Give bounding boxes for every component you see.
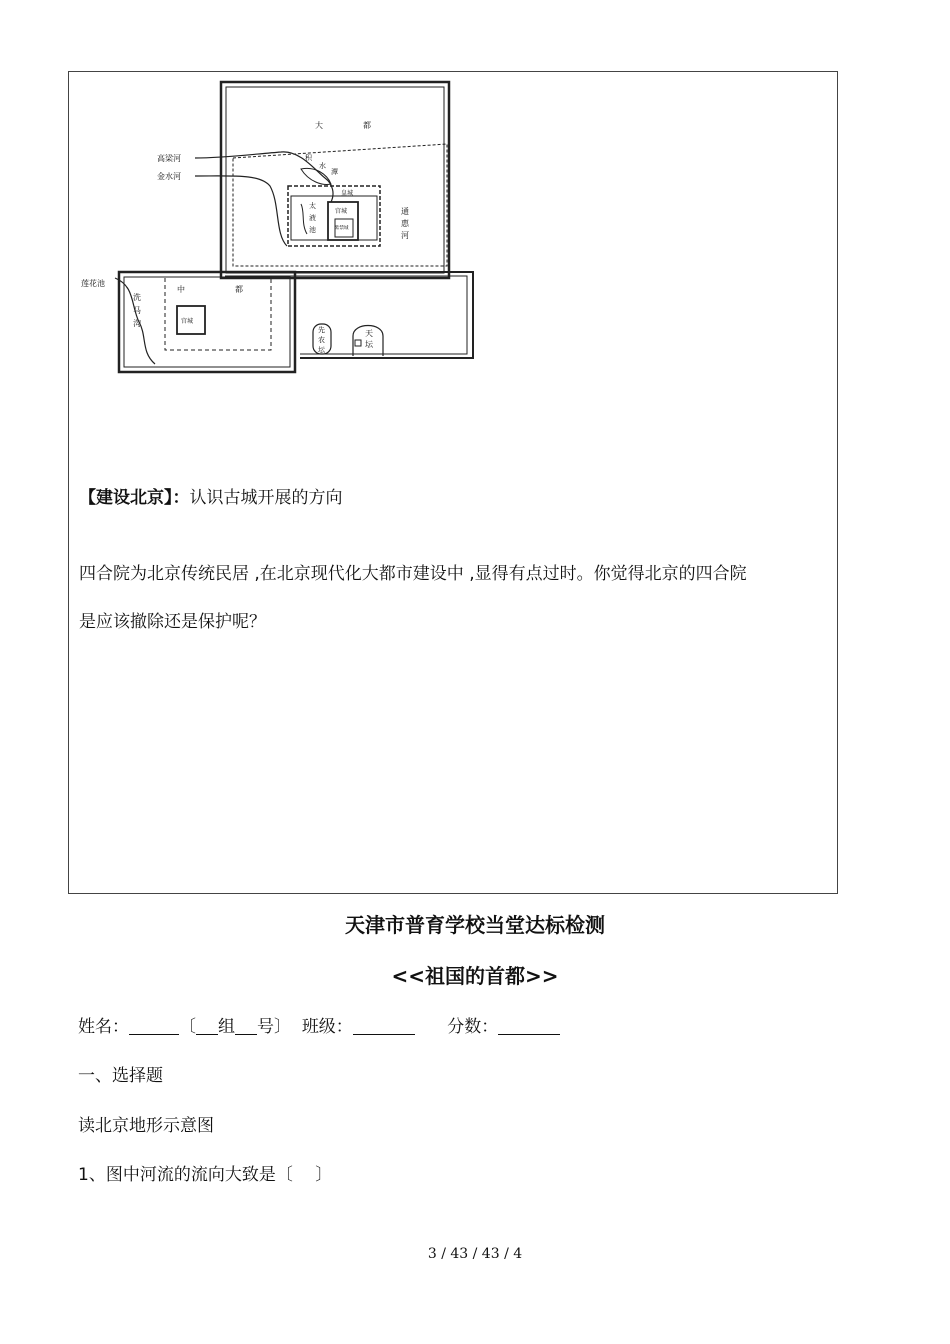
label-gongcheng: 宫城	[335, 208, 348, 215]
zhongdu-wall-inner	[124, 277, 290, 367]
paragraph-line-2: 是应该撤除还是保护呢？	[79, 612, 266, 632]
score-label: 分数：	[447, 1017, 499, 1037]
jishuitan-lake	[301, 168, 331, 184]
class-blank[interactable]	[353, 1018, 415, 1035]
label-jishui-1: 积	[305, 154, 312, 162]
label-jishui-2: 水	[319, 162, 326, 170]
label-jinshui: 金水河	[157, 172, 181, 181]
number-label: 号〕	[257, 1017, 291, 1037]
beijing-city-evolution-map	[81, 74, 485, 384]
label-taiye-3: 池	[309, 226, 316, 234]
label-jishui-3: 潭	[331, 168, 338, 176]
question-1: 1、图中河流的流向大致是〔 〕	[78, 1165, 333, 1185]
label-xima-1: 洗	[133, 293, 141, 302]
label-xima-2: 马	[133, 306, 141, 315]
label-tonghui-2: 惠	[401, 219, 409, 228]
score-blank[interactable]	[498, 1018, 560, 1035]
label-gaoliang: 高梁河	[157, 154, 181, 163]
gaoliang-river	[195, 152, 333, 202]
group-label: 组	[218, 1017, 235, 1037]
quiz-title: 天津市普育学校当堂达标检测	[345, 913, 605, 937]
label-xima-3: 沟	[133, 319, 141, 328]
label-xiannong-1: 先	[318, 326, 325, 334]
content-box	[68, 71, 838, 894]
quiz-subtitle: <<祖国的首都>>	[391, 964, 559, 988]
heading-colon: ：	[172, 488, 190, 508]
dadu-wall-inner	[226, 87, 444, 273]
label-tonghui-3: 河	[401, 231, 409, 240]
outer-city-wall-inner	[225, 276, 467, 354]
huangcheng-wall	[288, 186, 380, 246]
label-lianhua: 莲花池	[81, 279, 105, 288]
name-label: 姓名：	[78, 1017, 129, 1037]
jinshui-river	[195, 176, 287, 246]
heading-rest: 认识古城开展的方向	[189, 488, 343, 508]
label-huangcheng: 皇城	[341, 190, 354, 197]
label-tiantan-2: 坛	[365, 340, 373, 349]
heading-label: 【建设北京】	[79, 488, 173, 508]
zhongdu-wall	[119, 272, 295, 372]
dadu-wall	[221, 82, 449, 278]
group-open: 〔	[179, 1017, 196, 1037]
label-dadu-2: 都	[363, 121, 371, 130]
outer-city-wall	[221, 272, 473, 358]
label-dadu-1: 大	[315, 121, 323, 130]
group-blank[interactable]	[196, 1018, 218, 1035]
paragraph-line-1: 四合院为北京传统民居 ,在北京现代化大都市建设中 ,显得有点过时。你觉得北京的四合院	[79, 564, 747, 584]
tiantan-altar	[355, 340, 361, 346]
label-gongcheng2: 宫城	[181, 318, 194, 325]
label-tiantan-1: 天	[365, 329, 373, 338]
student-info-row	[78, 1012, 560, 1037]
number-blank[interactable]	[235, 1018, 257, 1035]
read-map-instruction: 读北京地形示意图	[78, 1116, 214, 1136]
label-zijin: 紫禁城	[335, 226, 349, 231]
page-number: 3 / 43 / 43 / 4	[427, 1246, 523, 1262]
label-zhongdu-1: 中	[177, 285, 185, 294]
label-xiannong-3: 坛	[318, 346, 325, 354]
class-label: 班级：	[301, 1017, 353, 1037]
label-zhongdu-2: 都	[235, 285, 243, 294]
label-tonghui-1: 通	[401, 207, 409, 216]
taiyechi-lake	[301, 204, 307, 234]
name-blank[interactable]	[129, 1018, 179, 1035]
section-one-heading: 一、选择题	[78, 1066, 163, 1086]
label-taiye-1: 太	[309, 202, 316, 210]
section-heading	[79, 488, 343, 508]
inner-city-outline	[233, 144, 447, 266]
label-taiye-2: 液	[309, 214, 316, 222]
label-xiannong-2: 农	[318, 336, 325, 344]
